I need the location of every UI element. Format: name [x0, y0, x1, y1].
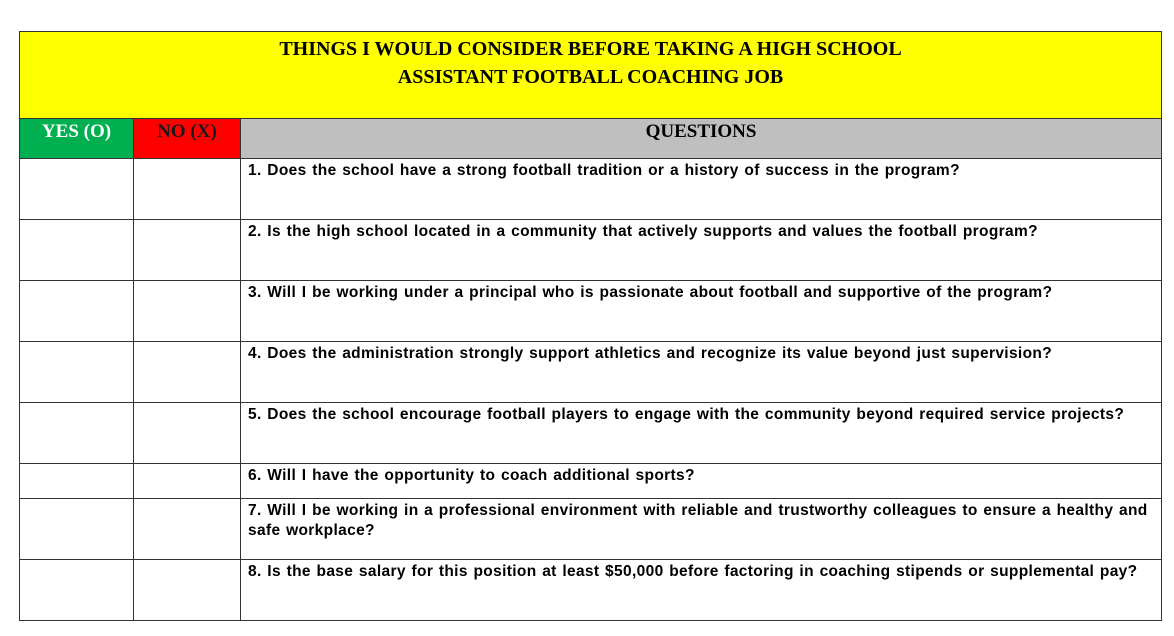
question-row-1: [20, 159, 1162, 220]
question-text-1: 1. Does the school have a strong football tradition or a history of success in the program?: [241, 159, 1162, 220]
question-text-7: 7. Will I be working in a professional environment with reliable and trustworthy colleagues to ensure a healthy and safe workplace?: [241, 499, 1162, 560]
yes-cell-5[interactable]: [20, 403, 134, 464]
no-cell-2[interactable]: [134, 220, 241, 281]
yes-column-header: YES (O): [20, 119, 134, 159]
document-title: [20, 32, 1162, 119]
yes-cell-2[interactable]: [20, 220, 134, 281]
checklist-table: [19, 31, 1162, 621]
question-text-8: 8. Is the base salary for this position at least $50,000 before factoring in coaching stipends or supplemental pay?: [241, 560, 1162, 621]
no-cell-6[interactable]: [134, 464, 241, 499]
no-cell-8[interactable]: [134, 560, 241, 621]
no-column-header: NO (X): [134, 119, 241, 159]
yes-cell-6[interactable]: [20, 464, 134, 499]
question-text-3: 3. Will I be working under a principal who is passionate about football and supportive of the program?: [241, 281, 1162, 342]
question-row-2: [20, 220, 1162, 281]
question-row-4: [20, 342, 1162, 403]
question-text-5: 5. Does the school encourage football players to engage with the community beyond required service projects?: [241, 403, 1162, 464]
title-line-1: THINGS I WOULD CONSIDER BEFORE TAKING A HIGH SCHOOL: [279, 38, 902, 60]
questions-column-header: QUESTIONS: [241, 119, 1162, 159]
header-row: [20, 119, 1162, 159]
title-row: [20, 32, 1162, 119]
question-text-2: 2. Is the high school located in a community that actively supports and values the football program?: [241, 220, 1162, 281]
question-text-6: 6. Will I have the opportunity to coach additional sports?: [241, 464, 1162, 499]
question-row-5: [20, 403, 1162, 464]
yes-cell-8[interactable]: [20, 560, 134, 621]
question-row-7: [20, 499, 1162, 560]
question-row-8: [20, 560, 1162, 621]
title-line-2: ASSISTANT FOOTBALL COACHING JOB: [397, 66, 784, 88]
question-row-3: [20, 281, 1162, 342]
yes-cell-1[interactable]: [20, 159, 134, 220]
no-cell-5[interactable]: [134, 403, 241, 464]
no-cell-7[interactable]: [134, 499, 241, 560]
no-cell-3[interactable]: [134, 281, 241, 342]
question-text-4: 4. Does the administration strongly support athletics and recognize its value beyond just supervision?: [241, 342, 1162, 403]
yes-cell-4[interactable]: [20, 342, 134, 403]
no-cell-4[interactable]: [134, 342, 241, 403]
no-cell-1[interactable]: [134, 159, 241, 220]
yes-cell-3[interactable]: [20, 281, 134, 342]
yes-cell-7[interactable]: [20, 499, 134, 560]
question-row-6: [20, 464, 1162, 499]
